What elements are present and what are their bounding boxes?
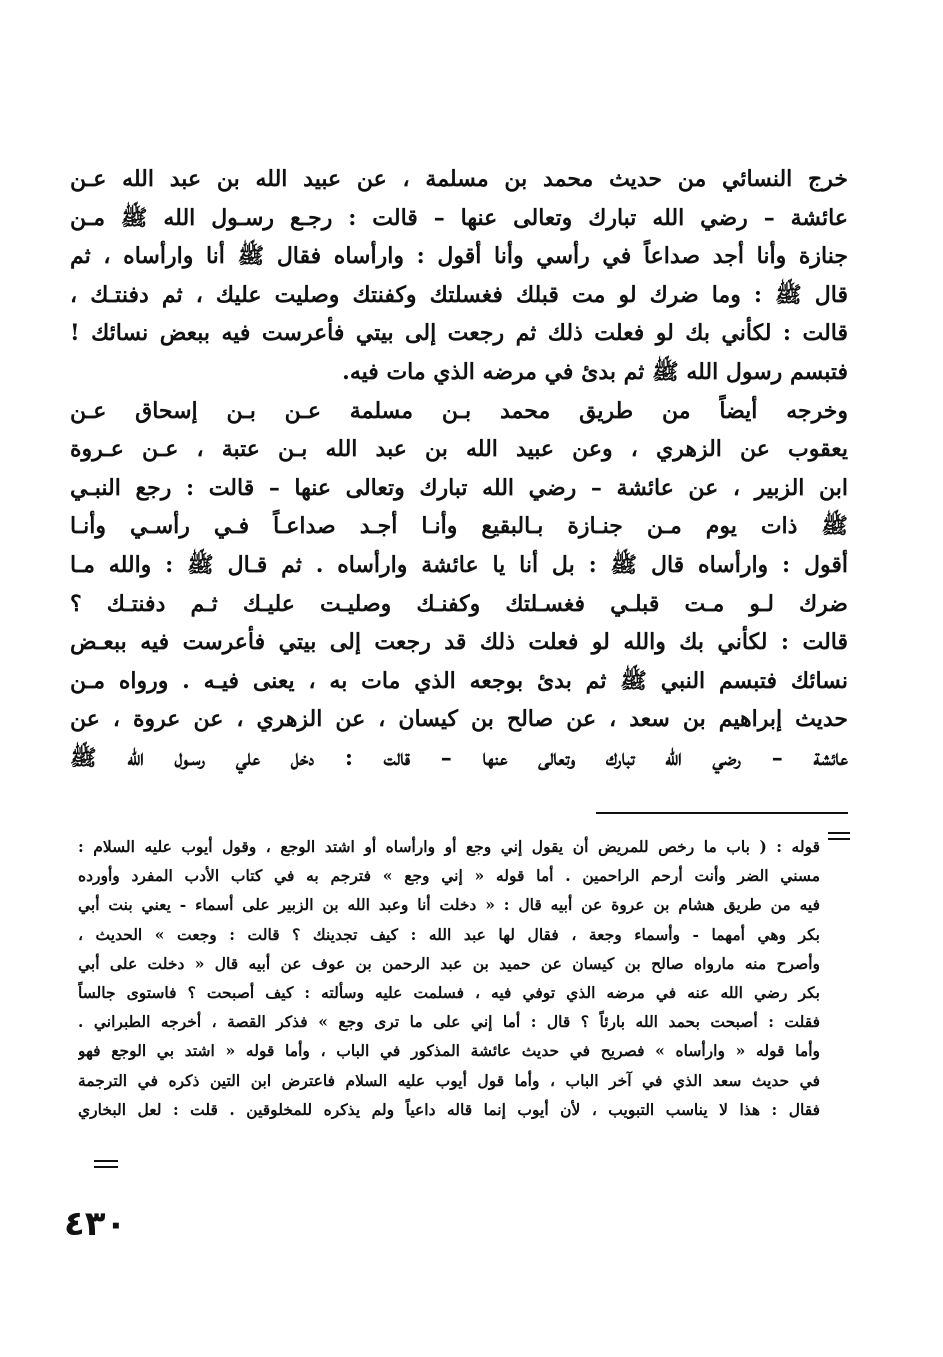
footnote-line: وأصرح منه مارواه صالح بن كيسان عن حميد بن عبد الرحمن بن عوف عن أبيه قال « دخلت على أبي xyxy=(78,953,820,973)
main-text-line: عائشة – رضي الله تبارك وتعالى عنها – قالت : دخل علي رسـول الله ﷺ xyxy=(70,744,848,771)
main-text-line: عائشة – رضي الله تبارك وتعالى عنها – قالت : رجـع رسـول الله ﷺ مـن xyxy=(70,204,848,231)
footnote-line: فيه من طريق هشام بن عروة عن أبيه قال : « دخلت أنا وعبد الله بن الزبير على أسماء - يعني بنت أبي xyxy=(78,895,820,915)
main-text-line: قالت : لكأني بك والله لو فعلت ذلك قد رجعت إلى بيتي فأعرست فيه ببعـض xyxy=(70,629,848,656)
main-text-line: ضرك لـو مـت قبلـي فغسـلتك وكفنـك وصليـت عليـك ثـم دفنتـك ؟ xyxy=(70,590,848,617)
footnote-line: قوله : ( باب ما رخص للمريض أن يقول إني وجع أو وارأساه أو اشتد الوجع ، وقول أيوب عليه السلام : xyxy=(78,837,820,856)
footnote-line: بكر وهي أمهما - وأسماء وجعة ، فقال لها عبد الله : كيف تجدينك ؟ قالت : وجعت » الحديث ، xyxy=(78,924,820,944)
main-text-block xyxy=(70,160,848,778)
main-text-line: ﷺ ذات يوم مـن جنـازة بـالبقيع وأنـا أجـد صداعـاً فـي رأسـي وأنـا xyxy=(70,513,848,540)
footnote-end-mark xyxy=(94,1160,118,1172)
footnote-divider xyxy=(596,812,848,814)
main-text-line: جنازة وأنا أجد صداعاً في رأسي وأنا أقول : وارأساه فقال ﷺ أنا وارأساه ، ثم xyxy=(70,243,848,270)
main-text-line: يعقوب عن الزهري ، وعن عبيد الله بن عبد الله بـن عتبة ، عـن عـروة xyxy=(70,436,848,463)
main-text-line: حديث إبراهيم بن سعد ، عن صالح بن كيسان ، عن الزهري ، عن عروة ، عن xyxy=(70,706,848,733)
footnote-line: فقال : هذا لا يناسب التبويب ، لأن أيوب إنما قاله داعياً ولم يذكره للمخلوقين . قلت : لعل البخاري xyxy=(78,1099,820,1119)
footnote-continuation-mark xyxy=(828,832,850,846)
footnotes-block xyxy=(78,832,820,1124)
main-text-line: نسائك فتبسم النبي ﷺ ثم بدئ بوجعه الذي مات به ، يعنى فيـه . ورواه مـن xyxy=(70,667,848,694)
footnote-line: مسني الضر وأنت أرحم الراحمين . أما قوله « إني وجع » فترجم به في كتاب الأدب المفرد وأورده xyxy=(78,866,820,886)
main-text-line: قال ﷺ : وما ضرك لو مت قبلك فغسلتك وكفنتك وصليت عليك ، ثم دفنتـك ، xyxy=(70,281,848,308)
main-text-line: خرج النسائي من حديث محمد بن مسلمة ، عن عبيد الله بن عبد الله عـن xyxy=(70,166,848,192)
page-number: ٤٣٠ xyxy=(64,1204,127,1244)
footnote-line: فقلت : أصبحت بحمد الله بارئاً ؟ قال : أما إني على ما ترى وجع » فذكر القصة ، أخرجه الطبراني . xyxy=(78,1012,820,1032)
footnote-line: وأما قوله « وارأساه » فصريح في حديث عائشة المذكور في الباب ، وأما قوله « اشتد بي الوجع فهو xyxy=(78,1041,820,1061)
main-text-line: وخرجه أيضاً من طريق محمد بـن مسلمة عـن بـن إسحاق عـن xyxy=(70,397,848,424)
footnote-line: بكر رضي الله عنه في مرضه الذي توفي فيه ، فسلمت عليه وسألته : كيف أصبحت ؟ فاستوى جالساً xyxy=(78,982,820,1002)
main-text-line: فتبسم رسول الله ﷺ ثم بدئ في مرضه الذي مات فيه. xyxy=(342,358,848,385)
main-text-line: ابن الزبير ، عن عائشة – رضي الله تبارك وتعالى عنها – قالت : رجع النبـي xyxy=(70,474,848,501)
footnote-line: في حديث سعد الذي في آخر الباب ، وأما قول أيوب عليه السلام فاعترض ابن التين ذكره في الترجمة xyxy=(78,1070,820,1090)
main-text-line: قالت : لكأني بك لو فعلت ذلك ثم رجعت إلى بيتي فأعرست فيه ببعض نسائك ! xyxy=(70,320,848,347)
main-text-line: أقول : وارأساه قال ﷺ : بل أنا يا عائشة وارأساه . ثم قـال ﷺ : والله مـا xyxy=(70,551,848,578)
